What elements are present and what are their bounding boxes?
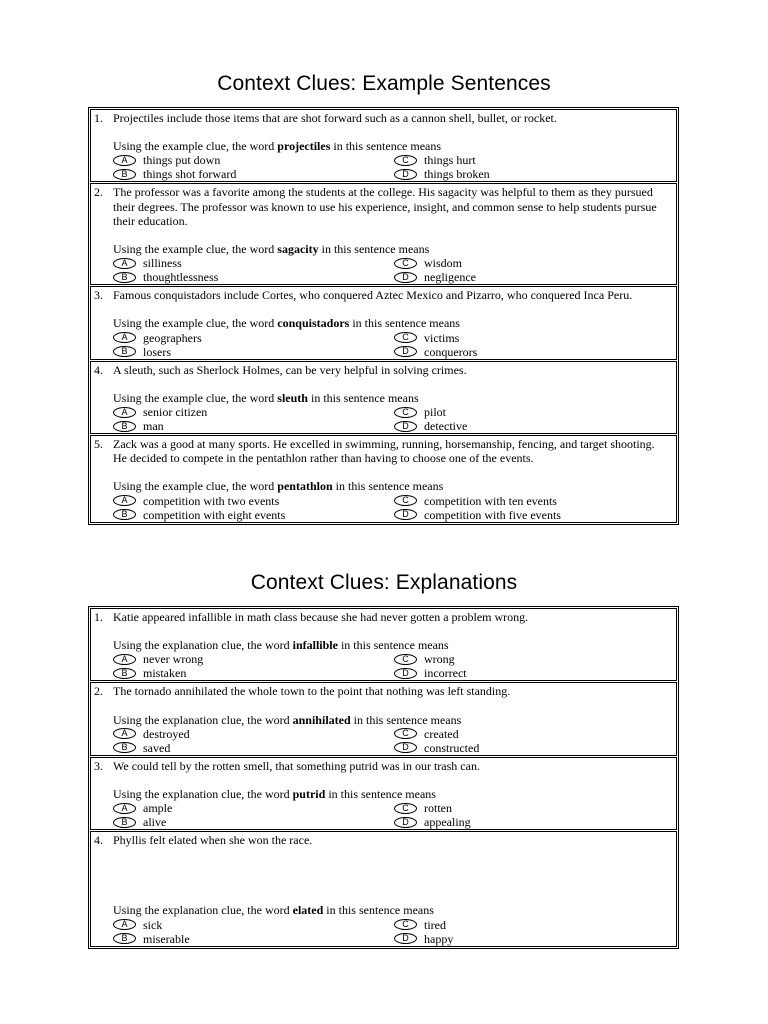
prompt-suffix: in this sentence means [332,479,444,494]
question-prompt [113,903,670,917]
question-prompt [113,316,670,330]
answer-choice-b[interactable] [113,741,394,755]
answer-choice-label: mistaken [143,666,187,681]
prompt-suffix: in this sentence means [330,139,442,154]
spacer [113,377,670,391]
prompt-prefix: Using the explanation clue, the word [113,712,293,727]
question-row [90,831,677,946]
answer-bubble-icon[interactable]: B [113,169,136,180]
spacer [113,228,670,242]
answer-choice-d[interactable] [394,419,670,433]
spacer [113,125,670,139]
answer-choice-d[interactable] [394,508,670,522]
answer-choice-b[interactable] [113,508,394,522]
answer-bubble-icon[interactable]: D [394,817,417,828]
vocabulary-word: sleuth [277,390,308,405]
prompt-suffix: in this sentence means [349,316,460,331]
answer-choice-a[interactable] [113,918,394,932]
answer-choice-label: victims [424,330,460,345]
spacer [113,699,670,713]
answer-bubble-icon[interactable]: C [394,728,417,739]
question-table-explanations [88,606,679,949]
prompt-suffix: in this sentence means [307,390,419,405]
prompt-prefix: Using the example clue, the word [113,316,278,331]
vocabulary-word: conquistadors [277,316,350,331]
vocabulary-word: infallible [292,638,338,653]
prompt-prefix: Using the example clue, the word [113,390,278,405]
answer-bubble-icon[interactable]: B [113,668,136,679]
answer-choice-label: negligence [424,270,476,285]
answer-bubble-icon[interactable]: C [394,654,417,665]
answer-choice-label: happy [424,931,454,946]
spacer [113,624,670,638]
question-number: 5. [94,437,103,452]
question-prompt [113,479,670,493]
answer-choice-a[interactable] [113,727,394,741]
question-prompt [113,391,670,405]
question-row [90,757,677,830]
answer-choice-label: saved [143,740,171,755]
answer-choice-c[interactable] [394,727,670,741]
answer-choice-label: wrong [424,652,455,667]
vocabulary-word: annihilated [292,712,351,727]
answer-choice-b[interactable] [113,815,394,829]
vocabulary-word: elated [292,903,324,918]
question-prompt [113,787,670,801]
answer-choice-label: incorrect [424,666,467,681]
answer-bubble-icon[interactable]: A [113,803,136,814]
answer-choice-label: competition with eight events [143,507,286,522]
answer-choices [113,256,670,284]
question-row [90,183,677,285]
question-text: A sleuth, such as Sherlock Holmes, can be very helpful in solving crimes. [113,362,467,377]
vocabulary-word: pentathlon [277,479,333,494]
answer-choice-label: man [143,418,164,433]
answer-bubble-icon[interactable]: D [394,668,417,679]
answer-bubble-icon[interactable]: C [394,803,417,814]
answer-choice-label: competition with five events [424,507,561,522]
question-row [90,608,677,681]
question-text: The tornado annihilated the whole town to the point that nothing was left standing. [113,684,511,699]
question-number: 2. [94,684,103,699]
answer-bubble-icon[interactable]: B [113,272,136,283]
vocabulary-word: sagacity [277,242,319,257]
answer-choice-label: things broken [424,167,490,182]
question-text: Phyllis felt elated when she won the race. [113,833,313,848]
answer-bubble-icon[interactable]: B [113,742,136,753]
answer-choice-d[interactable] [394,270,670,284]
question-number: 3. [94,288,103,303]
answer-bubble-icon[interactable]: B [113,346,136,357]
answer-choice-d[interactable] [394,741,670,755]
question-number: 2. [94,185,103,200]
spacer [113,465,670,479]
prompt-suffix: in this sentence means [318,242,430,257]
answer-choices [113,918,670,946]
answer-bubble-icon[interactable]: D [394,421,417,432]
answer-bubble-icon[interactable]: C [394,407,417,418]
spacer [113,773,670,787]
vocabulary-word: projectiles [277,139,331,154]
answer-bubble-icon[interactable]: A [113,919,136,930]
answer-bubble-icon[interactable]: C [394,495,417,506]
answer-choice-a[interactable] [113,405,394,419]
prompt-prefix: Using the explanation clue, the word [113,903,293,918]
question-prompt [113,139,670,153]
answer-choice-label: things hurt [424,153,476,168]
answer-choice-c[interactable] [394,918,670,932]
answer-choices [113,801,670,829]
answer-choice-label: senior citizen [143,404,208,419]
answer-bubble-icon[interactable]: B [113,933,136,944]
answer-choice-label: ample [143,801,173,816]
question-row [90,109,677,182]
answer-choice-label: never wrong [143,652,204,667]
answer-bubble-icon[interactable]: A [113,495,136,506]
question-text: Zack was a good at many sports. He excelled in swimming, running, horsemanship, fencing, and target shooting. He decided to compete in the pentathlon rather than having to choose one of the events. [113,437,655,466]
prompt-prefix: Using the example clue, the word [113,242,278,257]
question-text: Projectiles include those items that are shot forward such as a cannon shell, bullet, or rocket. [113,111,557,125]
answer-choice-label: constructed [424,740,480,755]
answer-choice-label: alive [143,815,167,830]
question-text: The professor was a favorite among the students at the college. His sagacity was helpful to them as they pursued their degrees. The professor was known to use his experience, insight, and common sense to help students pursue their education. [113,185,657,228]
answer-choice-c[interactable] [394,405,670,419]
spacer [113,302,670,316]
answer-bubble-icon[interactable]: A [113,407,136,418]
answer-choice-a[interactable] [113,153,394,167]
question-prompt [113,713,670,727]
answer-choice-c[interactable] [394,652,670,666]
prompt-suffix: in this sentence means [337,638,449,653]
answer-choice-d[interactable] [394,345,670,359]
question-text: Famous conquistadors include Cortes, who conquered Aztec Mexico and Pizarro, who conquered Inca Peru. [113,288,633,303]
prompt-prefix: Using the explanation clue, the word [113,638,293,653]
question-table-example-sentences [88,107,679,525]
prompt-suffix: in this sentence means [350,712,462,727]
answer-choice-b[interactable] [113,932,394,946]
answer-choice-d[interactable] [394,666,670,680]
question-row [90,682,677,755]
answer-bubble-icon[interactable]: A [113,155,136,166]
answer-choice-label: losers [143,344,171,359]
answer-choice-c[interactable] [394,494,670,508]
answer-bubble-icon[interactable]: C [394,919,417,930]
answer-choice-a[interactable] [113,801,394,815]
answer-choice-a[interactable] [113,494,394,508]
answer-choices [113,652,670,680]
answer-choices [113,405,670,433]
answer-choice-label: detective [424,418,468,433]
prompt-suffix: in this sentence means [323,903,434,918]
question-number: 3. [94,758,103,773]
answer-choice-c[interactable] [394,256,670,270]
answer-choice-label: pilot [424,404,447,419]
question-row [90,286,677,359]
prompt-prefix: Using the example clue, the word [113,139,278,154]
answer-bubble-icon[interactable]: B [113,817,136,828]
question-number: 1. [94,610,103,624]
question-number: 4. [94,362,103,377]
question-row [90,361,677,434]
answer-choice-a[interactable] [113,256,394,270]
answer-choice-d[interactable] [394,167,670,181]
prompt-prefix: Using the example clue, the word [113,479,278,494]
answer-bubble-icon[interactable]: D [394,933,417,944]
prompt-suffix: in this sentence means [325,787,436,802]
answer-choice-b[interactable] [113,666,394,680]
answer-bubble-icon[interactable]: A [113,332,136,343]
answer-bubble-icon[interactable]: A [113,728,136,739]
answer-choice-label: things put down [143,153,221,168]
answer-bubble-icon[interactable]: D [394,346,417,357]
answer-choice-label: thoughtlessness [143,270,219,285]
answer-choice-label: conquerors [424,344,478,359]
answer-bubble-icon[interactable]: D [394,509,417,520]
answer-choice-label: competition with ten events [424,493,557,508]
question-prompt [113,638,670,652]
answer-choice-a[interactable] [113,652,394,666]
answer-bubble-icon[interactable]: C [394,258,417,269]
answer-choice-c[interactable] [394,801,670,815]
answer-choice-label: destroyed [143,726,190,741]
question-text: Katie appeared infallible in math class because she had never gotten a problem wrong. [113,610,529,624]
answer-bubble-icon[interactable]: D [394,272,417,283]
answer-choice-label: sick [143,917,163,932]
answer-choice-b[interactable] [113,270,394,284]
answer-bubble-icon[interactable]: D [394,169,417,180]
answer-choice-label: rotten [424,801,452,816]
answer-bubble-icon[interactable]: D [394,742,417,753]
answer-choice-c[interactable] [394,153,670,167]
answer-choice-label: appealing [424,815,471,830]
answer-choices [113,727,670,755]
answer-choices [113,494,670,522]
answer-bubble-icon[interactable]: A [113,654,136,665]
question-prompt [113,242,670,256]
answer-bubble-icon[interactable]: A [113,258,136,269]
answer-choice-d[interactable] [394,932,670,946]
question-row [90,435,677,523]
answer-choice-label: geographers [143,330,202,345]
answer-choice-a[interactable] [113,331,394,345]
answer-choice-b[interactable] [113,345,394,359]
answer-choice-d[interactable] [394,815,670,829]
answer-choice-label: miserable [143,931,190,946]
answer-choice-label: silliness [143,256,182,271]
answer-choice-label: things shot forward [143,167,237,182]
section-title-example-sentences: Context Clues: Example Sentences [217,72,551,95]
answer-choice-label: competition with two events [143,493,280,508]
answer-choices [113,331,670,359]
answer-choice-label: created [424,726,459,741]
spacer [113,847,670,903]
vocabulary-word: putrid [292,787,326,802]
section-title-explanations: Context Clues: Explanations [250,571,518,594]
question-number: 4. [94,833,103,848]
question-text: We could tell by the rotten smell, that something putrid was in our trash can. [113,758,480,773]
prompt-prefix: Using the explanation clue, the word [113,787,293,802]
answer-bubble-icon[interactable]: C [394,155,417,166]
answer-choice-c[interactable] [394,331,670,345]
answer-choice-label: tired [424,917,446,932]
question-number: 1. [94,111,103,125]
answer-bubble-icon[interactable]: C [394,332,417,343]
answer-choice-label: wisdom [424,256,463,271]
answer-bubble-icon[interactable]: B [113,421,136,432]
answer-choices [113,153,670,181]
answer-choice-b[interactable] [113,419,394,433]
answer-bubble-icon[interactable]: B [113,509,136,520]
answer-choice-b[interactable] [113,167,394,181]
